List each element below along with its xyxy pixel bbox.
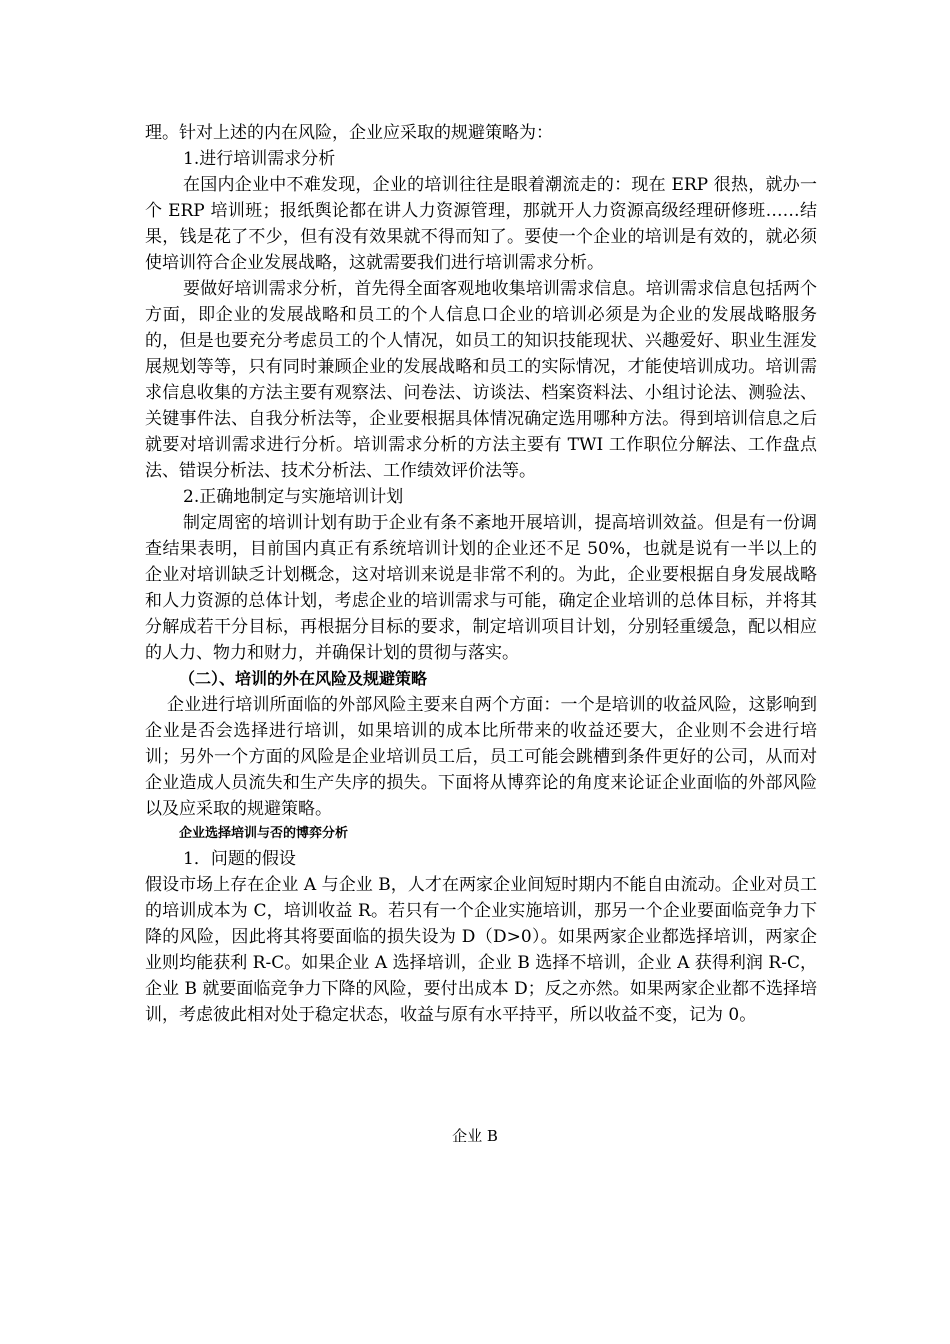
paragraph-external-risk: 企业进行培训所面临的外部风险主要来自两个方面：一个是培训的收益风险，这影响到企业是否会选择进行培训，如果培训的成本比所带来的收益还要大，企业则不会进行培训；另外一个方面的风险是企业培训员工后，员工可能会跳槽到条件更好的公司，从而对企业造成人员流失和生产失序的损失。下面将从博弈论的角度来论证企业面临的外部风险以及应采取的规避策略。 [145,695,817,819]
subheading-needs-analysis: 1.进行培训需求分析 [183,149,336,169]
subheading-training-plan: 2.正确地制定与实施培训计划 [183,487,404,507]
paragraph-assumptions: 假设市场上存在企业 A 与企业 B，人才在两家企业间短时期内不能自由流动。企业对员工的培训成本为 C，培训收益 R。若只有一个企业实施培训，那另一个企业要面临竞争力下降的风险，因此将其将要面临的损失设为 D（D>0）。如果两家企业都选择培训，两家企业则均能获利 R-C。如果企业 A 选择培训，企业 B 选择不培训，企业 A 获得利润 R-C，企业 B 就要面临竞争力下降的风险，要付出成本 D；反之亦然。如果两家企业都不选择培训，考虑彼此相对处于稳定状态，收益与原有水平持平，所以收益不变，记为 0。 [145,875,817,1025]
paragraph-training-plan: 制定周密的培训计划有助于企业有条不紊地开展培训，提高培训效益。但是有一份调查结果表明，目前国内真正有系统培训计划的企业还不足 50%，也就是说有一半以上的企业对培训缺乏计划概念，这对培训来说是非常不利的。为此，企业要根据自身发展战略和人力资源的总体计划，考虑企业的培训需求与可能，确定企业培训的总体目标，并将其分解成若干分目标，再根据分目标的要求，制定培训项目计划，分别轻重缓急，配以相应的人力、物力和财力，并确保计划的贯彻与落实。 [145,513,817,663]
subsection-heading-game-analysis: 企业选择培训与否的博弈分析 [179,826,349,841]
document-body [145,120,817,1028]
table-caption-company-b: 企业 B [452,1127,498,1145]
paragraph-erp: 在国内企业中不难发现，企业的培训往往是眼着潮流走的：现在 ERP 很热，就办一个 ERP 培训班；报纸舆论都在讲人力资源管理，那就开人力资源高级经理研修班……结果，钱是花了不少，但有没有效果就不得而知了。要使一个企业的培训是有效的，就必须使培训符合企业发展战略，这就需要我们进行培训需求分析。 [145,175,817,273]
paragraph-continuation: 理。针对上述的内在风险，企业应采取的规避策略为： [145,123,553,143]
section-heading-external-risk: （二）、培训的外在风险及规避策略 [179,669,428,688]
paragraph-needs-info: 要做好培训需求分析，首先得全面客观地收集培训需求信息。培训需求信息包括两个方面，即企业的发展战略和员工的个人信息口企业的培训必须是为企业的发展战略服务的，但是也要充分考虑员工的个人情况，如员工的知识技能现状、兴趣爱好、职业生涯发展规划等等，只有同时兼顾企业的发展战略和员工的实际情况，才能使培训成功。培训需求信息收集的方法主要有观察法、问卷法、访谈法、档案资料法、小组讨论法、测验法、关键事件法、自我分析法等，企业要根据具体情况确定选用哪种方法。得到培训信息之后就要对培训需求进行分析。培训需求分析的方法主要有 TWI 工作职位分解法、工作盘点法、错误分析法、技术分析法、工作绩效评价法等。 [145,279,817,481]
subheading-assumptions: 1．问题的假设 [183,849,296,869]
